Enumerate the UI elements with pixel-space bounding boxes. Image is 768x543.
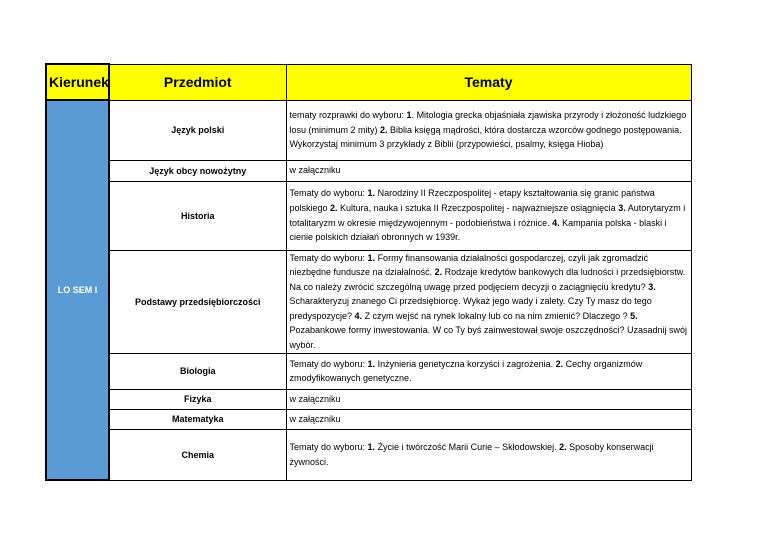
topics-table: [45, 63, 692, 481]
topic-number: 2.: [434, 267, 443, 278]
table-row: [46, 429, 691, 480]
topic-number: 3.: [618, 202, 626, 213]
topic-number: 2.: [380, 124, 388, 135]
table-row: [46, 353, 691, 389]
header-przedmiot: Przedmiot: [109, 64, 286, 100]
subject-cell: Historia: [109, 181, 286, 250]
topic-number: 2.: [555, 358, 564, 369]
topic-number: 1.: [367, 442, 376, 453]
subject-cell: Biologia: [109, 353, 286, 389]
table-row: [46, 250, 691, 353]
subject-cell: Język obcy nowożytny: [109, 160, 286, 181]
header-kierunek: Kierunek: [46, 64, 109, 100]
topic-cell: Tematy do wyboru: 1. Narodziny II Rzeczpospolitej - etapy kształtowania się granic państwa polskiego 2. Kultura, nauka i sztuka II Rzeczpospolitej - najważniejsze osiągnięcia 3. Autorytaryzm i totalitaryzm w okresie międzywojennym - podobieństwa i różnice. 4. Kampania polska - blaski i cienie polskich działań obronnych w 1939r.: [286, 181, 691, 250]
topic-cell: w załączniku: [286, 389, 691, 409]
topic-number: 3.: [648, 281, 656, 292]
subject-cell: Podstawy przedsiębiorczości: [109, 250, 286, 353]
subject-cell: Matematyka: [109, 409, 286, 429]
topic-cell: Tematy do wyboru: 1. Inżynieria genetyczna korzyści i zagrożenia. 2. Cechy organizmów zmodyfikowanych genetyczne.: [286, 353, 691, 389]
topic-cell: Tematy do wyboru: 1. Życie i twórczość Marii Curie – Skłodowskiej. 2. Sposoby konserwacji żywności.: [286, 429, 691, 480]
topic-cell: Tematy do wyboru: 1. Formy finansowania działalności gospodarczej, czyli jak zgromadzić niezbędne fundusze na działalność. 2. Rodzaje kredytów bankowych dla ludności i przedsiębiorstw. Na co należy zwrócić szczególną uwagę przed podjęciem decyzji o zaciągnięciu kredytu? 3. Scharakteryzuj znanego Ci przedsiębiorcę. Wykaż jego wady i zalety. Czy Ty masz do tego predyspozycje? 4. Z czym wejść na rynek lokalny lub co na nim zmienić? Dlaczego ? 5. Pozabankowe formy inwestowania. W co Ty byś zainwestował swoje oszczędności? Uzasadnij swój wybór.: [286, 250, 691, 353]
topic-number: 1.: [367, 188, 376, 199]
header-tematy: Tematy: [286, 64, 691, 100]
topic-number: 1: [406, 110, 412, 121]
topic-cell: w załączniku: [286, 160, 691, 181]
kierunek-cell: LO SEM I: [46, 100, 109, 480]
subject-cell: Język polski: [109, 100, 286, 160]
table-row: [46, 409, 691, 429]
topic-number: 4.: [552, 217, 560, 228]
topic-number: 2.: [330, 202, 338, 213]
topic-cell: w załączniku: [286, 409, 691, 429]
topic-cell: tematy rozprawki do wyboru: 1. Mitologia grecka objaśniała zjawiska przyrody i złożoność ludzkiego losu (minimum 2 mity) 2. Biblia księgą mądrości, która dostarcza wzorców godnego postępowania. Wykorzystaj minimum 3 przykłady z Biblii (przypowieści, psalmy, księga Hioba): [286, 100, 691, 160]
table-row: [46, 389, 691, 409]
topic-number: 1.: [367, 252, 376, 263]
topic-number: 4.: [354, 310, 363, 321]
topic-number: 1.: [367, 358, 376, 369]
table-row: [46, 160, 691, 181]
table-row: [46, 181, 691, 250]
topic-number: 5.: [630, 310, 638, 321]
header-row: [46, 64, 691, 100]
table-row: [46, 100, 691, 160]
subject-cell: Fizyka: [109, 389, 286, 409]
subject-cell: Chemia: [109, 429, 286, 480]
topic-number: 2.: [559, 442, 567, 453]
